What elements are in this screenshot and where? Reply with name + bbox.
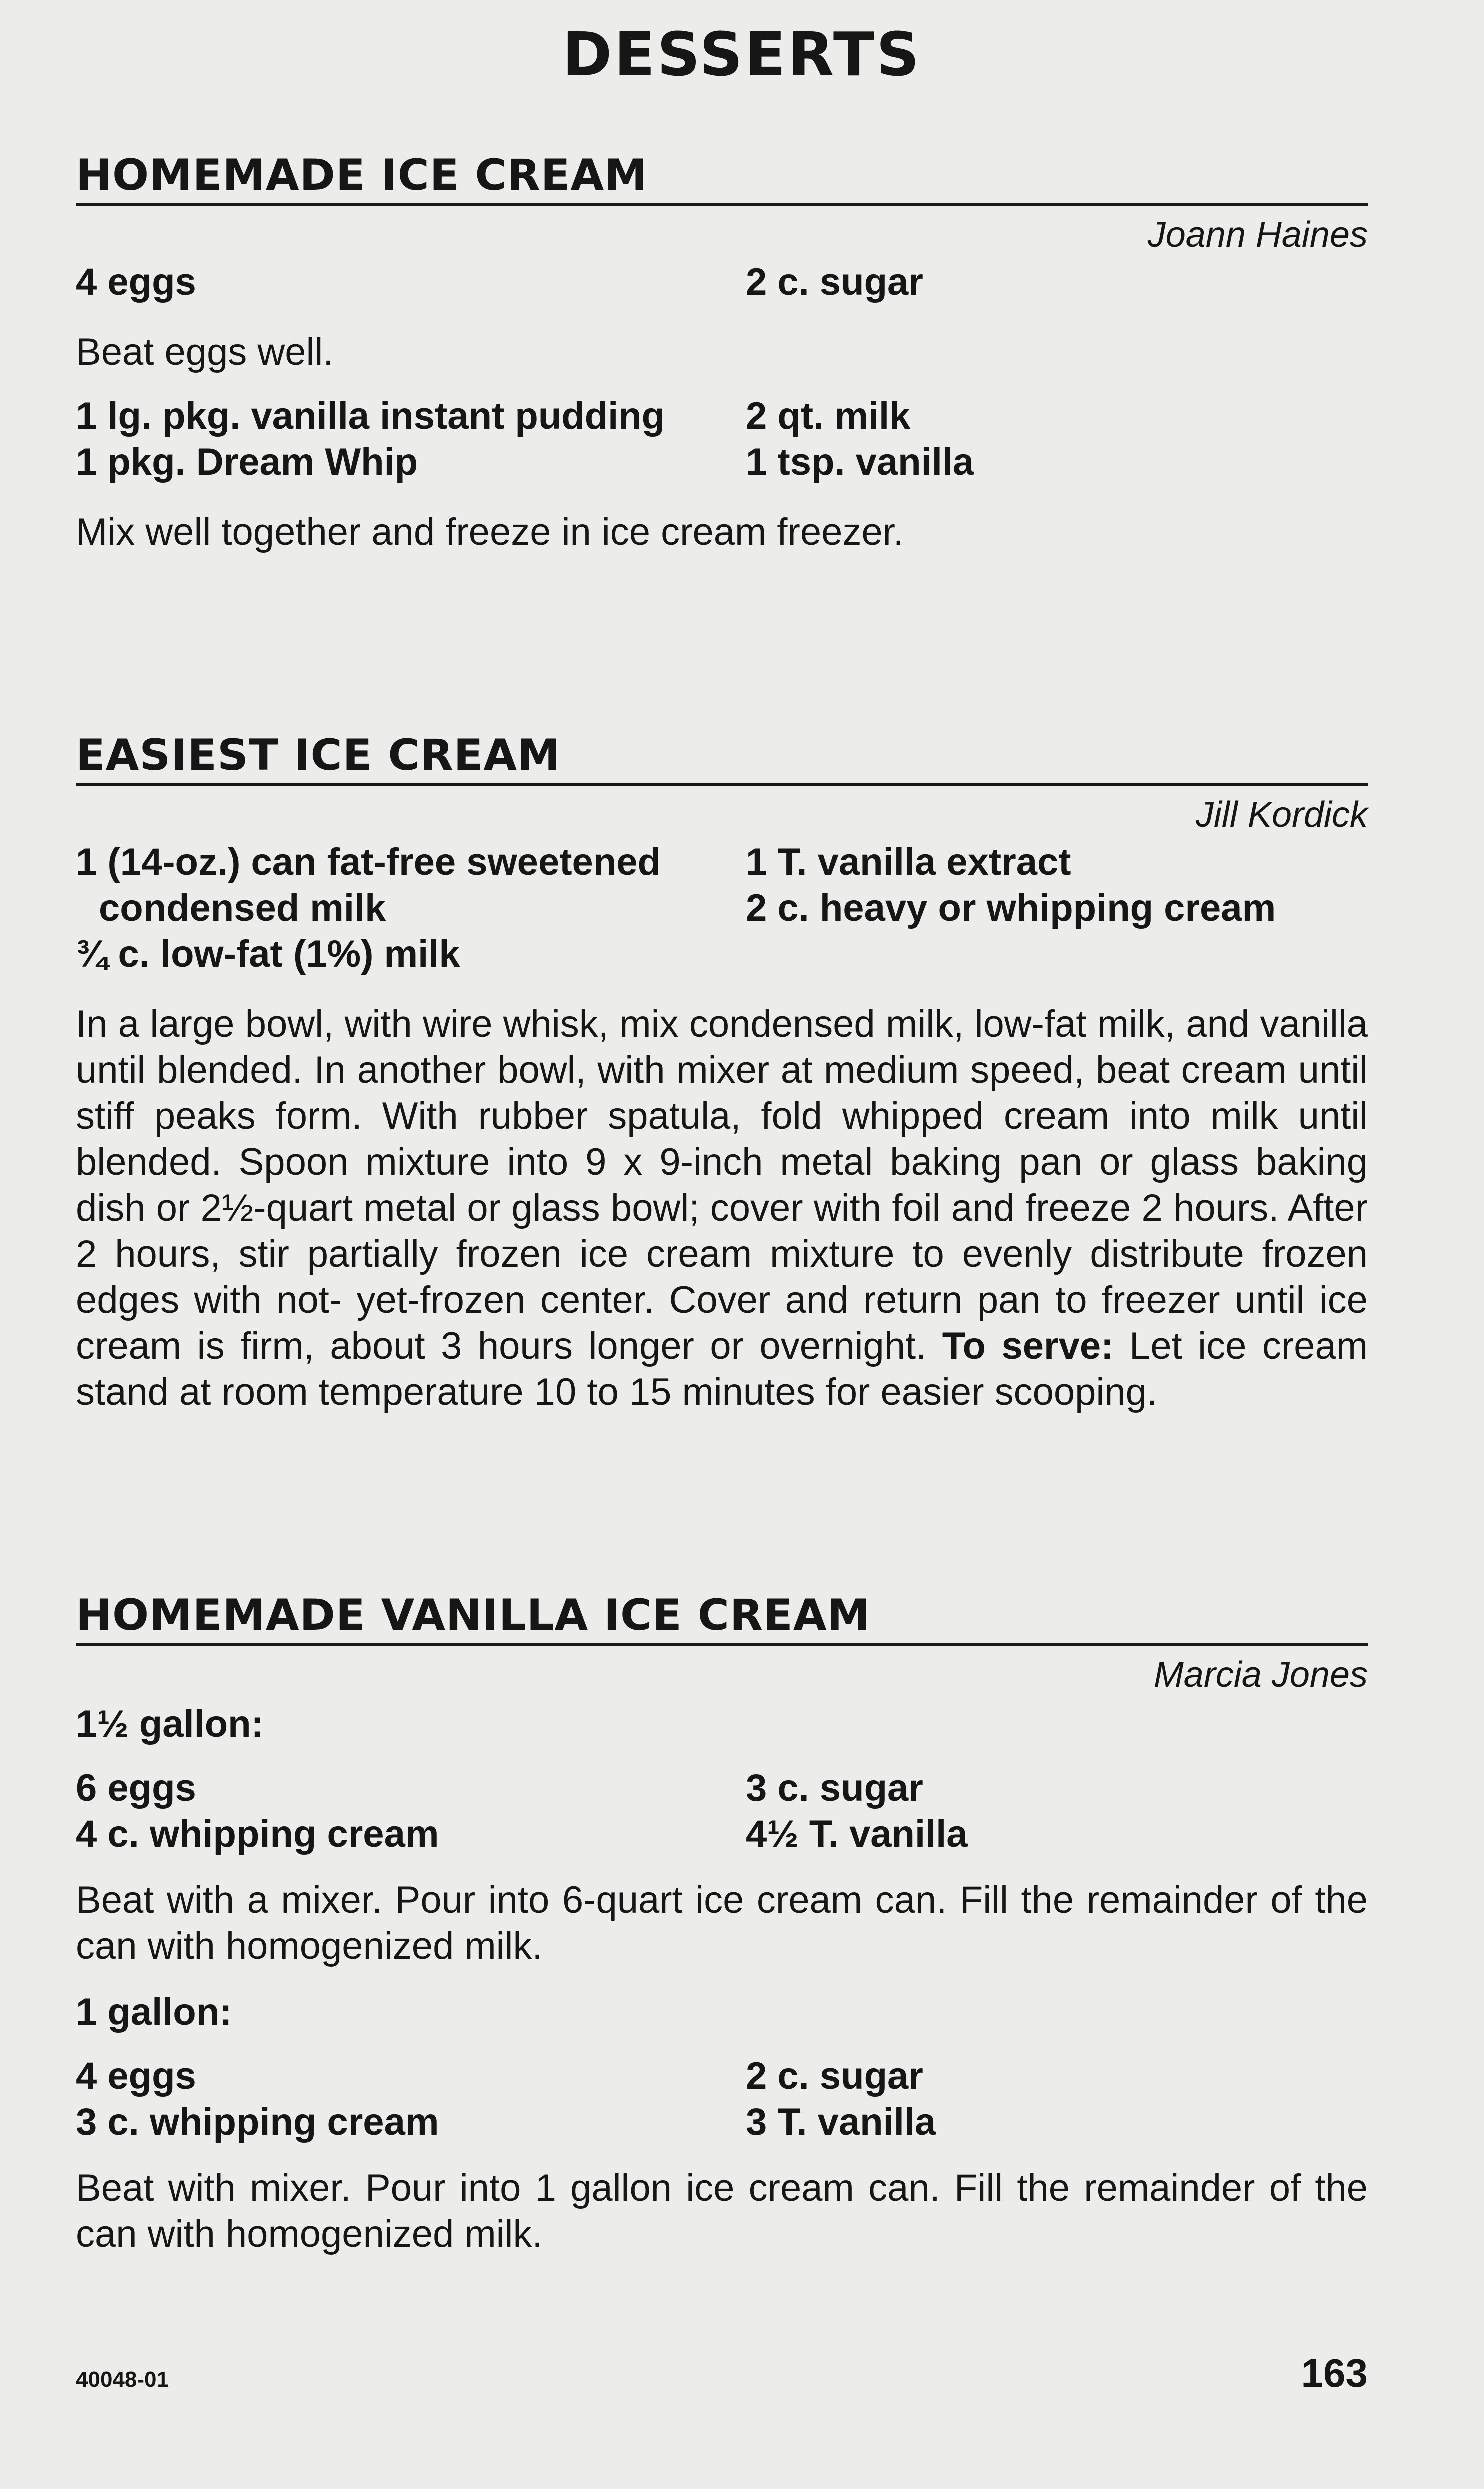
serve-label: To serve: <box>942 1325 1114 1367</box>
batch-size-label: 1½ gallon: <box>76 1703 264 1745</box>
recipe-title: EASIEST ICE CREAM <box>76 730 1368 786</box>
ingredient: 6 eggs <box>76 1767 196 1809</box>
ingredient: 4 c. whipping cream <box>76 1813 440 1855</box>
recipe-homemade-ice-cream <box>76 150 1368 555</box>
ingredient: 2 c. heavy or whipping cream <box>746 887 1276 929</box>
ingredient: 1 pkg. Dream Whip <box>76 441 418 483</box>
ingredient: 2 c. sugar <box>746 2055 924 2097</box>
page-title: DESSERTS <box>562 20 922 90</box>
directions-text: In a large bowl, with wire whisk, mix condensed milk, low-fat milk, and vanilla until blended. In another bowl, with mixer at medium speed, beat cream until stiff peaks form. With rubber spatula, fold whipped cream into milk until blended. Spoon mixture into 9 x 9-inch metal baking pan or glass baking dish or 2½-quart metal or glass bowl; cover with foil and freeze 2 hours. After 2 hours, stir partially frozen ice cream mixture to evenly distribute frozen edges with not- yet-frozen center. Cover and return pan to freezer until ice cream is firm, about 3 hours longer or overnight. <box>76 1003 1368 1367</box>
ingredient: 3 c. whipping cream <box>76 2101 440 2143</box>
ingredient: 1 T. vanilla extract <box>746 841 1072 883</box>
recipe-homemade-vanilla-ice-cream <box>76 1590 1368 2257</box>
ingredient-list <box>76 393 1368 485</box>
serve-text: Let ice cream stand at room temperature 10 to 15 minutes for easier scooping. <box>76 1325 1368 1413</box>
ingredient: 2 qt. milk <box>746 395 911 437</box>
recipe-title: HOMEMADE ICE CREAM <box>76 150 1368 206</box>
recipe-directions: Beat with a mixer. Pour into 6-quart ice cream can. Fill the remainder of the can with homogenized milk. <box>76 1879 1368 1967</box>
recipe-title: HOMEMADE VANILLA ICE CREAM <box>76 1590 1368 1646</box>
ingredient: 3 T. vanilla <box>746 2101 936 2143</box>
recipe-step: Mix well together and freeze in ice cream freezer. <box>76 511 904 553</box>
ingredient: 3 c. sugar <box>746 1767 924 1809</box>
ingredient: 4½ T. vanilla <box>746 1813 968 1855</box>
ingredient: 4 eggs <box>76 261 196 303</box>
ingredient: 1 (14-oz.) can fat-free sweetened condensed milk <box>76 841 661 929</box>
recipe-easiest-ice-cream <box>76 730 1368 1415</box>
ingredient: 1 tsp. vanilla <box>746 441 974 483</box>
ingredient: 4 eggs <box>76 2055 196 2097</box>
ingredient-list <box>76 259 1368 305</box>
ingredient: ¾ c. low-fat (1%) milk <box>76 933 460 975</box>
page-number: 163 <box>1301 2351 1368 2395</box>
recipe-directions: Beat with mixer. Pour into 1 gallon ice cream can. Fill the remainder of the can with homogenized milk. <box>76 2167 1368 2255</box>
recipe-author: Marcia Jones <box>1154 1655 1368 1695</box>
recipe-step: Beat eggs well. <box>76 331 334 373</box>
ingredient: 1 lg. pkg. vanilla instant pudding <box>76 395 666 437</box>
ingredient-list <box>76 1765 1368 1857</box>
print-code: 40048-01 <box>76 2367 169 2392</box>
ingredient-list <box>76 839 1368 977</box>
ingredient-list <box>76 2053 1368 2145</box>
recipe-author: Joann Haines <box>1148 215 1368 255</box>
recipe-author: Jill Kordick <box>1196 795 1368 835</box>
recipe-directions <box>76 1001 1368 1415</box>
ingredient: 2 c. sugar <box>746 261 924 303</box>
batch-size-label: 1 gallon: <box>76 1991 232 2033</box>
